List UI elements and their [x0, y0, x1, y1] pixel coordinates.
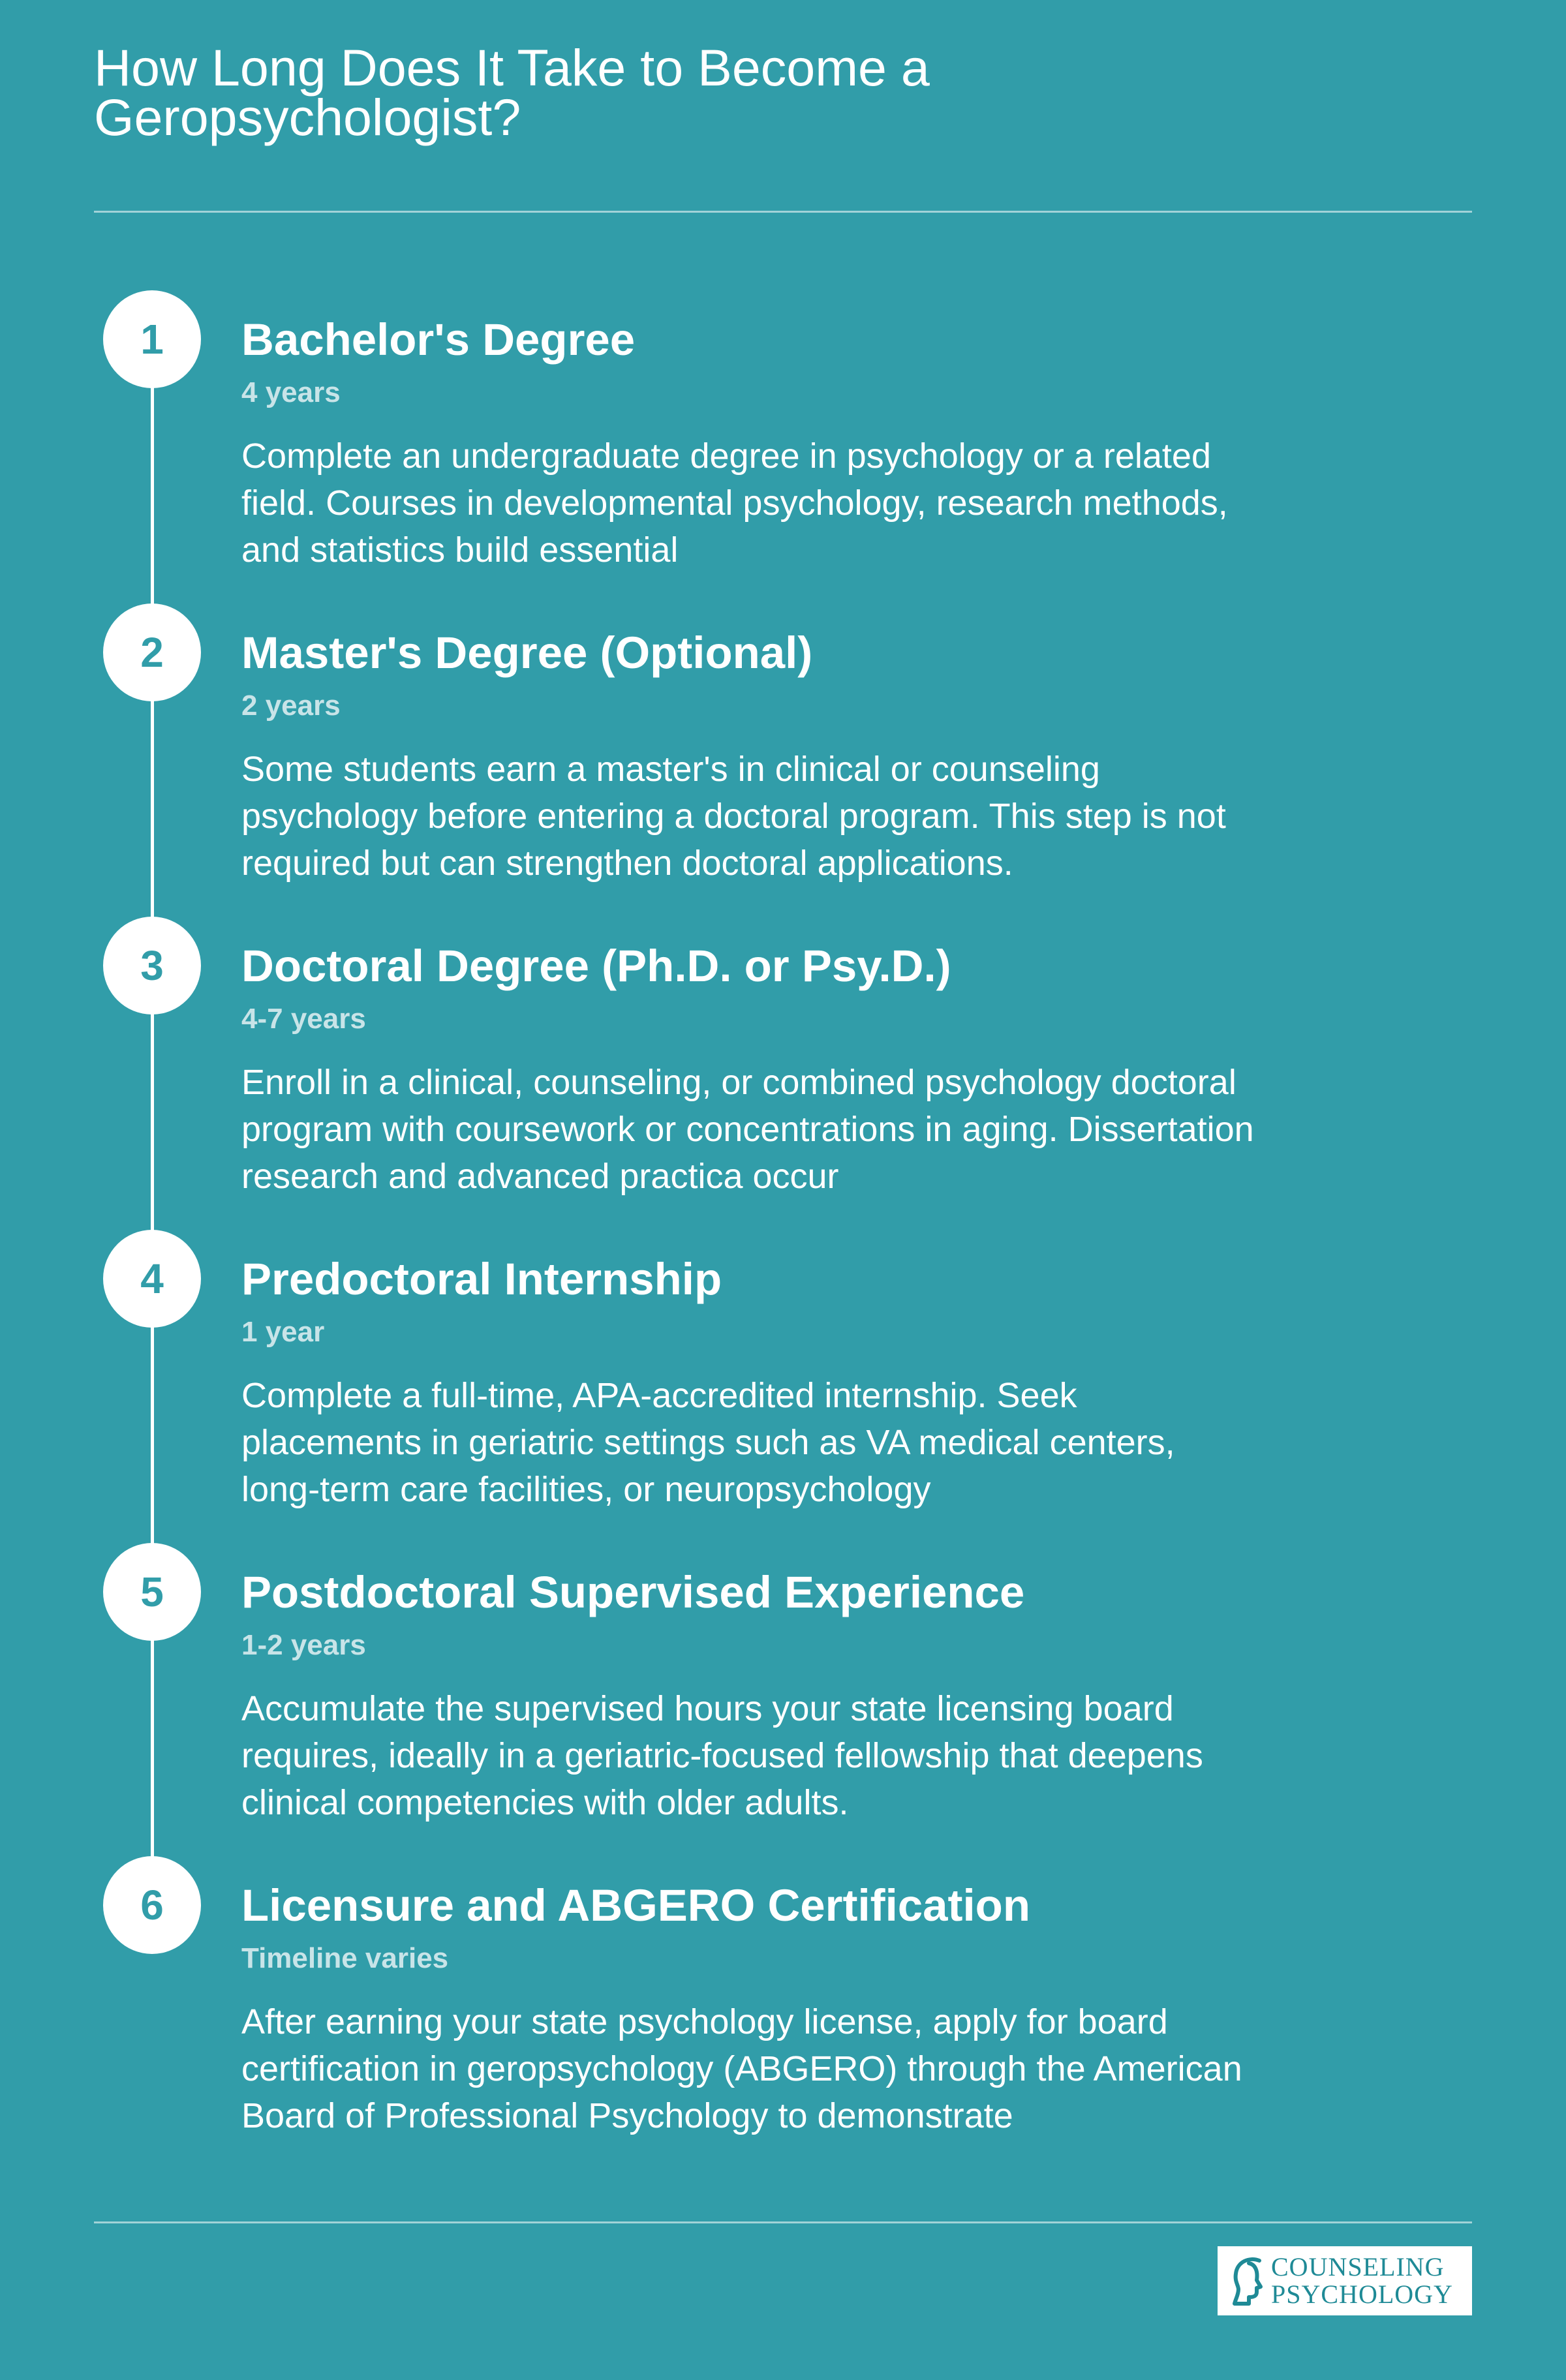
step-duration: 4-7 years — [241, 1003, 366, 1035]
step-description: Complete a full-time, APA-accredited internship. Seek placements in geriatric settings such as VA medical centers, long-term care facilities, or neuropsychology — [241, 1376, 1175, 1509]
step-4 — [0, 1230, 1566, 1509]
step-duration: 2 years — [241, 690, 341, 722]
step-duration: 4 years — [241, 376, 341, 408]
step-number-badge: 2 — [103, 603, 201, 701]
logo-line-2: PSYCHOLOGY — [1271, 2280, 1453, 2309]
step-number-badge: 4 — [103, 1230, 201, 1328]
step-duration: 1-2 years — [241, 1629, 366, 1661]
step-description: Complete an undergraduate degree in psychology or a related field. Courses in developmental psychology, research methods, and statistics build essential — [241, 436, 1228, 570]
step-number-badge: 5 — [103, 1543, 201, 1641]
step-number-badge: 6 — [103, 1856, 201, 1954]
counseling-psychology-logo[interactable] — [1218, 2246, 1472, 2315]
bottom-divider — [94, 2221, 1472, 2223]
step-title: Bachelor's Degree — [241, 314, 636, 365]
step-description: Some students earn a master's in clinical or counseling psychology before entering a doctoral program. This step is not required but can strengthen doctoral applications. — [241, 750, 1226, 883]
step-description: Accumulate the supervised hours your state licensing board requires, ideally in a geriatric-focused fellowship that deepens clinical competencies with older adults. — [241, 1689, 1203, 1822]
step-description: After earning your state psychology license, apply for board certification in geropsychology (ABGERO) through the American Board of Professional Psychology to demonstrate — [241, 2002, 1242, 2135]
page-title: How Long Does It Take to Become a Geropsychologist? — [94, 38, 930, 146]
step-1 — [0, 290, 1566, 570]
step-title: Master's Degree (Optional) — [241, 628, 813, 678]
logo-line-1: COUNSELING — [1271, 2252, 1445, 2281]
step-6 — [0, 1856, 1566, 2135]
step-5 — [0, 1543, 1566, 1822]
step-duration: 1 year — [241, 1316, 325, 1348]
top-divider — [94, 211, 1472, 213]
step-title: Postdoctoral Supervised Experience — [241, 1567, 1025, 1617]
step-number-badge: 1 — [103, 290, 201, 388]
head-profile-logo-icon — [1229, 2255, 1268, 2306]
step-description: Enroll in a clinical, counseling, or combined psychology doctoral program with coursework or concentrations in aging. Dissertation research and advanced practica occur — [241, 1063, 1254, 1196]
step-3 — [0, 917, 1566, 1196]
step-title: Predoctoral Internship — [241, 1254, 722, 1304]
step-2 — [0, 603, 1566, 883]
step-number-badge: 3 — [103, 917, 201, 1015]
step-duration: Timeline varies — [241, 1942, 449, 1974]
step-title: Licensure and ABGERO Certification — [241, 1880, 1030, 1930]
step-title: Doctoral Degree (Ph.D. or Psy.D.) — [241, 941, 951, 991]
